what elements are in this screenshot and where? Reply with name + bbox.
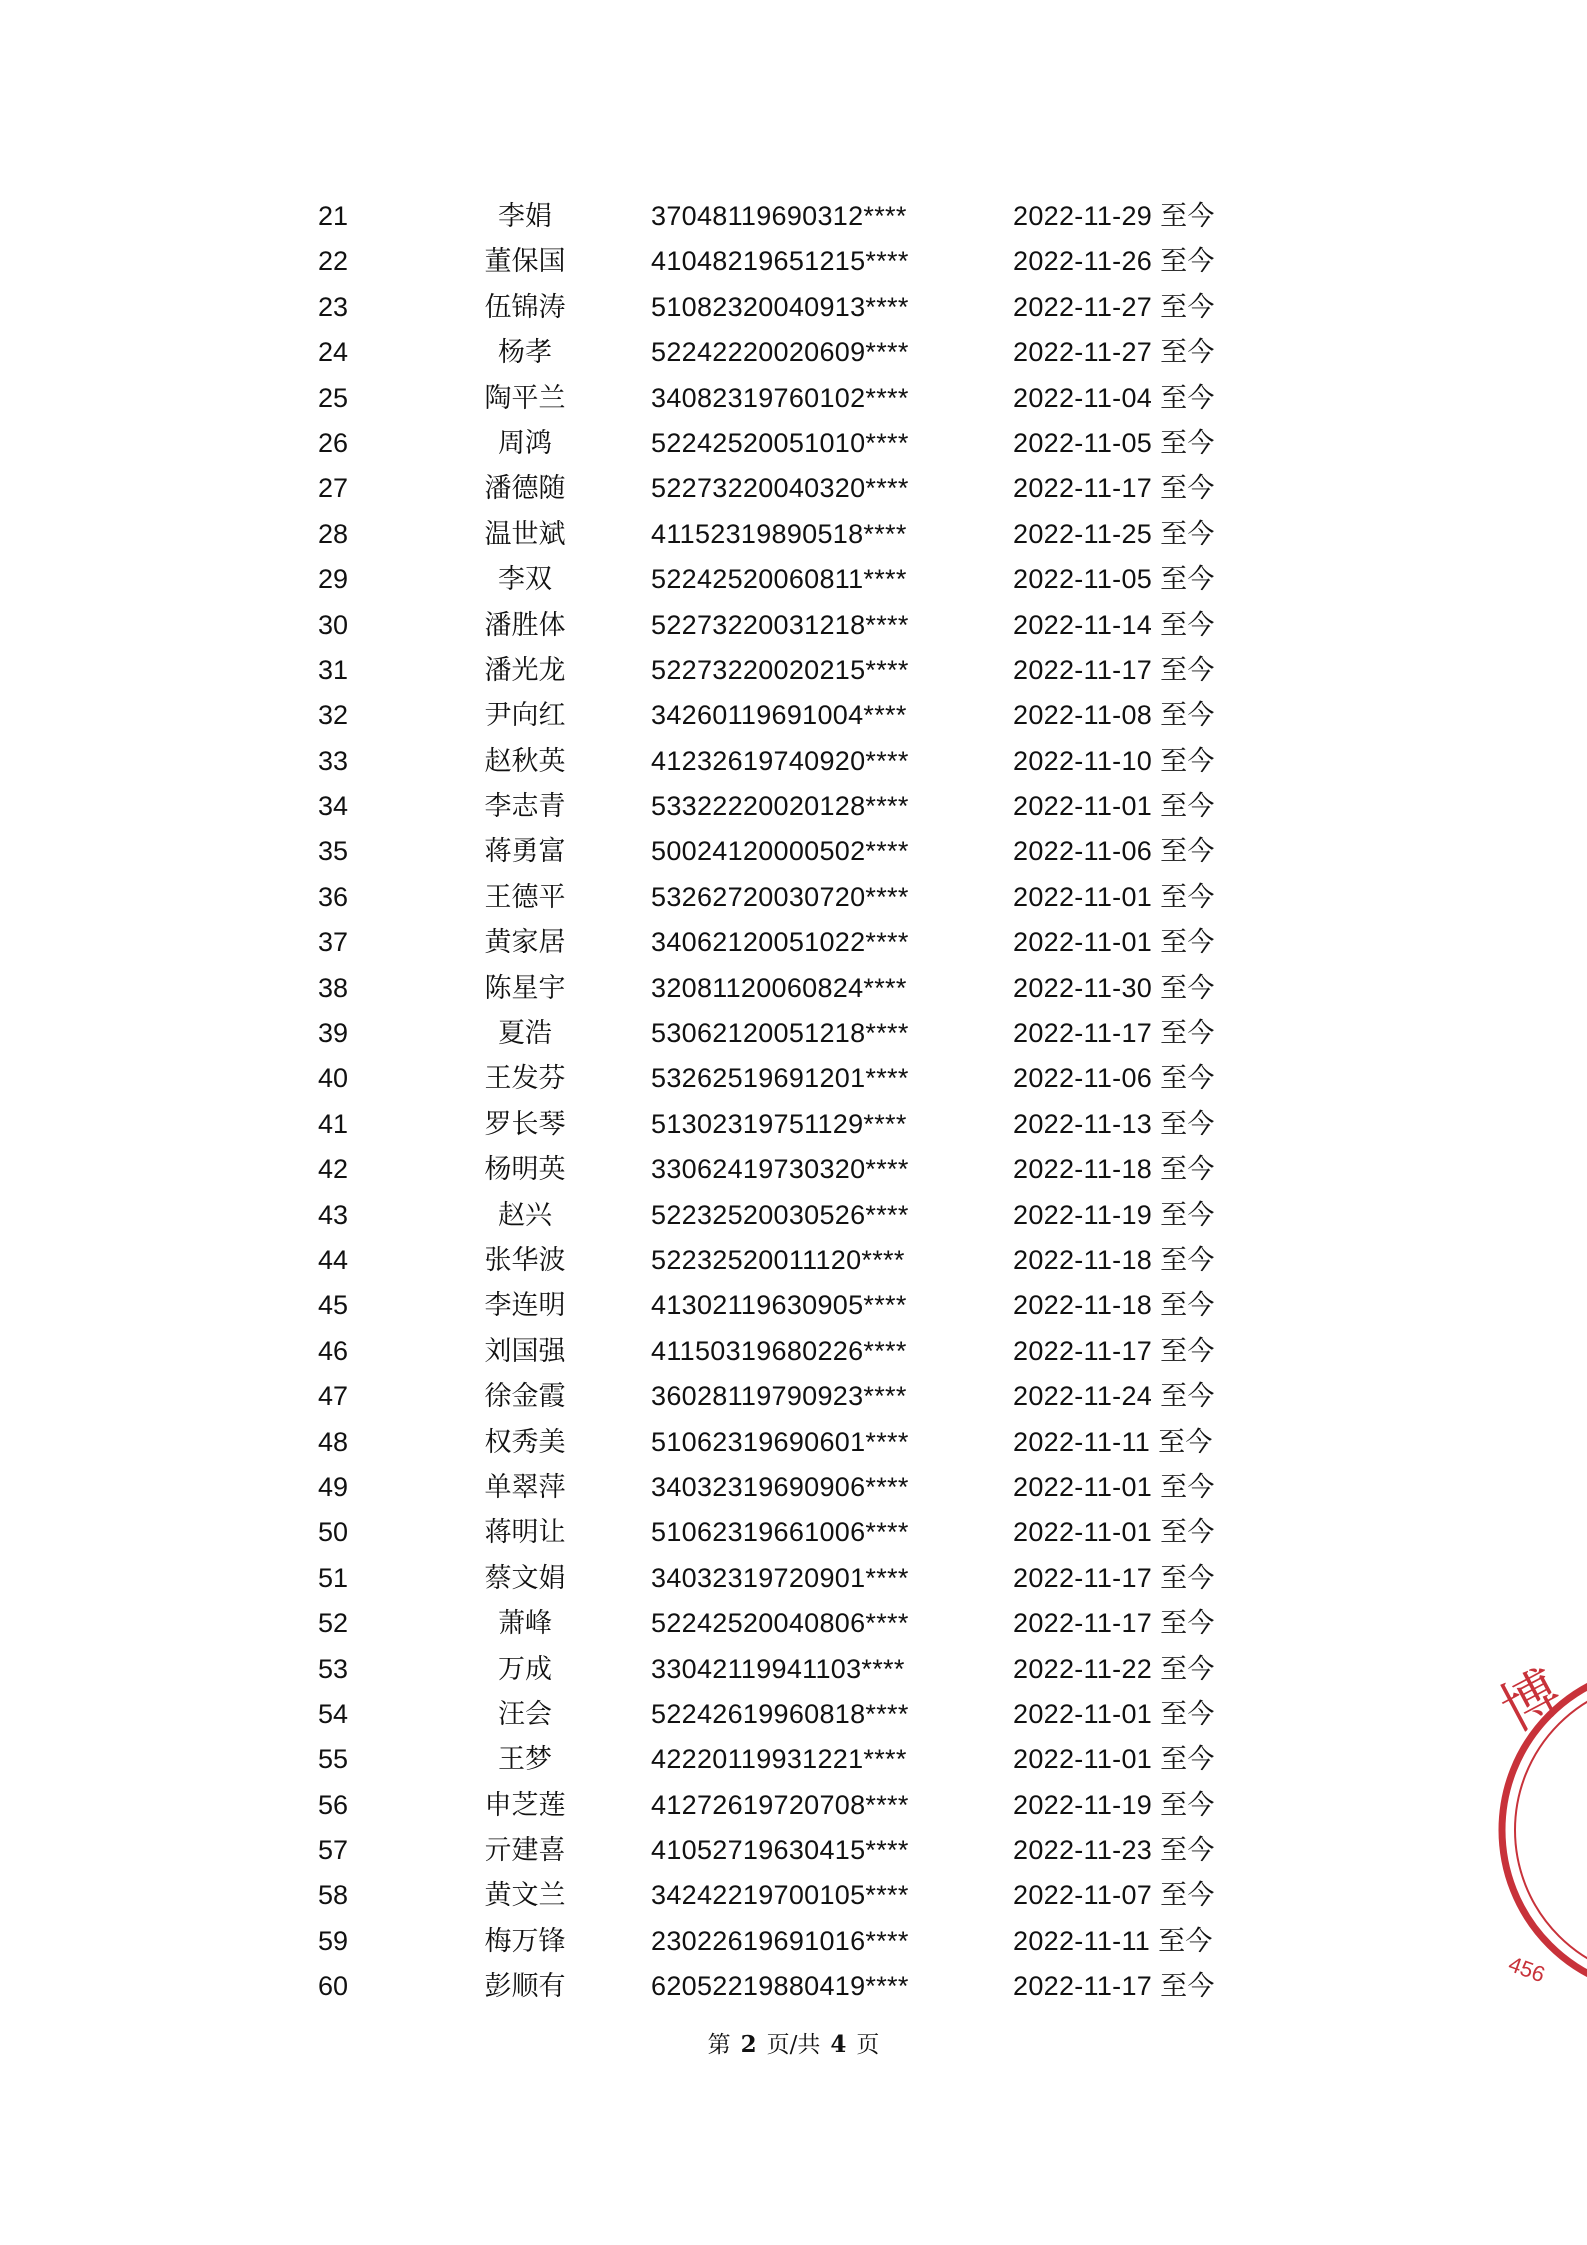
until-now-label: 至今 <box>1160 1789 1215 1821</box>
start-date: 2022-11-30 <box>1013 972 1153 1003</box>
person-name: 蒋勇富 <box>484 836 566 868</box>
row-number: 60 <box>318 1971 349 2002</box>
id-number: 34032319690906**** <box>651 1471 909 1502</box>
row-number: 42 <box>318 1154 349 1185</box>
row-number: 32 <box>318 700 349 731</box>
table-row <box>0 330 1587 375</box>
person-name: 潘光龙 <box>484 654 566 686</box>
until-now-label: 至今 <box>1160 1381 1215 1413</box>
id-number: 34242219700105**** <box>651 1880 909 1911</box>
table-row <box>0 1919 1587 1964</box>
seal-graphic <box>1489 1640 1587 2020</box>
person-name: 徐金霞 <box>484 1381 566 1413</box>
until-now-label: 至今 <box>1160 201 1215 232</box>
id-number: 33062419730320**** <box>651 1154 909 1185</box>
start-date: 2022-11-01 <box>1013 881 1153 912</box>
start-date: 2022-11-11 <box>1013 1925 1151 1956</box>
row-number: 39 <box>318 1018 349 1049</box>
table-row <box>0 1283 1587 1328</box>
id-number: 52242520060811**** <box>651 564 907 595</box>
row-number: 59 <box>318 1925 349 1956</box>
row-number: 58 <box>318 1880 349 1911</box>
id-number: 41052719630415**** <box>651 1835 909 1866</box>
person-name: 夏浩 <box>498 1018 552 1050</box>
start-date: 2022-11-27 <box>1013 337 1153 368</box>
employment-period <box>1013 784 1215 829</box>
until-now-label: 至今 <box>1158 1925 1213 1957</box>
person-name: 蔡文娟 <box>484 1562 566 1594</box>
until-now-label: 至今 <box>1160 473 1215 505</box>
employment-period <box>1013 376 1215 421</box>
until-now-label: 至今 <box>1160 700 1215 732</box>
row-number: 40 <box>318 1063 349 1094</box>
employment-period <box>1013 1873 1215 1918</box>
employment-period <box>1013 693 1215 738</box>
table-row <box>0 1238 1587 1283</box>
row-number: 38 <box>318 972 349 1003</box>
row-number: 30 <box>318 609 349 640</box>
person-name: 陶平兰 <box>484 382 566 414</box>
person-name: 尹向红 <box>484 700 566 732</box>
until-now-label: 至今 <box>1160 972 1215 1004</box>
row-number: 53 <box>318 1653 349 1684</box>
id-number: 23022619691016**** <box>651 1925 909 1956</box>
person-name: 杨孝 <box>498 337 552 369</box>
id-number: 52242520040806**** <box>651 1608 909 1639</box>
start-date: 2022-11-11 <box>1013 1426 1151 1457</box>
id-number: 42220119931221**** <box>651 1744 907 1775</box>
id-number: 52242619960818**** <box>651 1698 909 1729</box>
id-number: 41232619740920**** <box>651 745 909 776</box>
row-number: 47 <box>318 1381 349 1412</box>
start-date: 2022-11-08 <box>1013 700 1153 731</box>
table-row <box>0 829 1587 874</box>
until-now-label: 至今 <box>1160 1244 1215 1276</box>
until-now-label: 至今 <box>1160 1698 1215 1730</box>
row-number: 34 <box>318 791 349 822</box>
row-number: 43 <box>318 1199 349 1230</box>
person-name: 权秀美 <box>484 1426 566 1458</box>
table-row <box>0 239 1587 284</box>
employment-period <box>1013 1056 1215 1101</box>
row-number: 48 <box>318 1426 349 1457</box>
id-number: 52273220031218**** <box>651 609 909 640</box>
employment-period <box>1013 829 1215 874</box>
until-now-label: 至今 <box>1160 881 1215 913</box>
table-row <box>0 421 1587 466</box>
person-name: 单翠萍 <box>484 1471 566 1503</box>
table-row <box>0 1056 1587 1101</box>
employment-period <box>1013 1329 1215 1374</box>
id-number: 53262519691201**** <box>651 1063 909 1094</box>
table-row <box>0 603 1587 648</box>
employment-period <box>1013 1828 1215 1873</box>
employment-period <box>1013 1647 1215 1692</box>
row-number: 56 <box>318 1789 349 1820</box>
person-name: 李娟 <box>498 201 552 232</box>
id-number: 51082320040913**** <box>651 291 909 322</box>
until-now-label: 至今 <box>1160 791 1215 823</box>
table-row <box>0 875 1587 920</box>
person-name: 万成 <box>498 1653 552 1685</box>
table-row <box>0 512 1587 557</box>
official-seal-stamp <box>1489 1640 1587 2020</box>
employment-period <box>1013 1193 1215 1238</box>
person-name: 蒋明让 <box>484 1517 566 1549</box>
row-number: 26 <box>318 427 349 458</box>
table-row <box>0 1737 1587 1782</box>
start-date: 2022-11-06 <box>1013 1063 1153 1094</box>
until-now-label: 至今 <box>1160 337 1215 369</box>
start-date: 2022-11-17 <box>1013 1335 1153 1366</box>
until-now-label: 至今 <box>1160 1063 1215 1095</box>
start-date: 2022-11-01 <box>1013 791 1153 822</box>
table-row <box>0 466 1587 511</box>
start-date: 2022-11-01 <box>1013 927 1153 958</box>
footer-current-page: 2 <box>740 2031 757 2058</box>
table-row <box>0 1601 1587 1646</box>
table-row <box>0 1193 1587 1238</box>
id-number: 33042119941103**** <box>651 1653 905 1684</box>
id-number: 34260119691004**** <box>651 700 907 731</box>
id-number: 50024120000502**** <box>651 836 909 867</box>
until-now-label: 至今 <box>1160 927 1215 959</box>
employment-period <box>1013 1420 1213 1465</box>
employment-period <box>1013 285 1215 330</box>
person-name: 梅万锋 <box>484 1925 566 1957</box>
employment-period <box>1013 1783 1215 1828</box>
table-row <box>0 1465 1587 1510</box>
employment-period <box>1013 557 1215 602</box>
until-now-label: 至今 <box>1160 745 1215 777</box>
table-row <box>0 194 1587 239</box>
employment-period <box>1013 1465 1215 1510</box>
start-date: 2022-11-01 <box>1013 1698 1153 1729</box>
person-name: 亓建喜 <box>484 1835 566 1867</box>
start-date: 2022-11-13 <box>1013 1108 1153 1139</box>
person-name: 李连明 <box>484 1290 566 1322</box>
row-number: 35 <box>318 836 349 867</box>
table-row <box>0 1783 1587 1828</box>
start-date: 2022-11-10 <box>1013 745 1153 776</box>
until-now-label: 至今 <box>1160 1335 1215 1367</box>
until-now-label: 至今 <box>1160 246 1215 278</box>
row-number: 27 <box>318 473 349 504</box>
table-row <box>0 376 1587 421</box>
footer-prefix: 第 <box>707 2032 731 2058</box>
until-now-label: 至今 <box>1160 1154 1215 1186</box>
table-row <box>0 966 1587 1011</box>
row-number: 24 <box>318 337 349 368</box>
employment-period <box>1013 1964 1215 2009</box>
start-date: 2022-11-19 <box>1013 1789 1153 1820</box>
until-now-label: 至今 <box>1160 382 1215 414</box>
row-number: 41 <box>318 1108 349 1139</box>
footer-suffix: 页 <box>856 2032 880 2058</box>
seal-number: 456 <box>1505 1951 1549 1988</box>
employment-period <box>1013 421 1215 466</box>
until-now-label: 至今 <box>1160 291 1215 323</box>
person-name: 王梦 <box>498 1744 552 1776</box>
row-number: 52 <box>318 1608 349 1639</box>
row-number: 29 <box>318 564 349 595</box>
person-name: 萧峰 <box>498 1608 552 1640</box>
person-name: 王德平 <box>484 881 566 913</box>
person-name: 黄家居 <box>484 927 566 959</box>
start-date: 2022-11-18 <box>1013 1290 1153 1321</box>
start-date: 2022-11-07 <box>1013 1880 1153 1911</box>
employment-period <box>1013 194 1215 239</box>
until-now-label: 至今 <box>1160 1471 1215 1503</box>
until-now-label: 至今 <box>1160 1290 1215 1322</box>
table-row <box>0 1374 1587 1419</box>
start-date: 2022-11-01 <box>1013 1471 1153 1502</box>
table-row <box>0 557 1587 602</box>
id-number: 53322220020128**** <box>651 791 909 822</box>
until-now-label: 至今 <box>1160 836 1215 868</box>
person-name: 王发芬 <box>484 1063 566 1095</box>
start-date: 2022-11-17 <box>1013 1971 1153 2002</box>
id-number: 41152319890518**** <box>651 518 907 549</box>
person-name: 赵兴 <box>498 1199 552 1231</box>
until-now-label: 至今 <box>1160 518 1215 550</box>
row-number: 25 <box>318 382 349 413</box>
employment-period <box>1013 875 1215 920</box>
employment-period <box>1013 330 1215 375</box>
employment-period <box>1013 920 1215 965</box>
table-row <box>0 1964 1587 2009</box>
employment-period <box>1013 1692 1215 1737</box>
employment-period <box>1013 512 1215 557</box>
start-date: 2022-11-27 <box>1013 291 1153 322</box>
table-row <box>0 1102 1587 1147</box>
table-row <box>0 1329 1587 1374</box>
employment-period <box>1013 1011 1215 1056</box>
id-number: 53262720030720**** <box>651 881 909 912</box>
start-date: 2022-11-17 <box>1013 654 1153 685</box>
row-number: 54 <box>318 1698 349 1729</box>
row-number: 55 <box>318 1744 349 1775</box>
start-date: 2022-11-24 <box>1013 1381 1153 1412</box>
employment-period <box>1013 1556 1215 1601</box>
employment-period <box>1013 1102 1215 1147</box>
person-name: 杨明英 <box>484 1154 566 1186</box>
until-now-label: 至今 <box>1160 1971 1215 2003</box>
employment-period <box>1013 1374 1215 1419</box>
id-number: 41272619720708**** <box>651 1789 909 1820</box>
person-name: 黄文兰 <box>484 1880 566 1912</box>
until-now-label: 至今 <box>1160 1562 1215 1594</box>
person-name: 李双 <box>498 564 552 596</box>
person-name: 张华波 <box>484 1244 566 1276</box>
table-row <box>0 1828 1587 1873</box>
until-now-label: 至今 <box>1160 1653 1215 1685</box>
start-date: 2022-11-17 <box>1013 1018 1153 1049</box>
personnel-table <box>0 194 1587 2010</box>
employment-period <box>1013 1601 1215 1646</box>
employment-period <box>1013 1147 1215 1192</box>
table-row <box>0 1692 1587 1737</box>
row-number: 49 <box>318 1471 349 1502</box>
table-row <box>0 285 1587 330</box>
table-row <box>0 1556 1587 1601</box>
start-date: 2022-11-17 <box>1013 1608 1153 1639</box>
id-number: 53062120051218**** <box>651 1018 909 1049</box>
row-number: 44 <box>318 1244 349 1275</box>
start-date: 2022-11-18 <box>1013 1154 1153 1185</box>
row-number: 51 <box>318 1562 349 1593</box>
id-number: 36028119790923**** <box>651 1381 907 1412</box>
until-now-label: 至今 <box>1160 1018 1215 1050</box>
footer-middle: 页/共 <box>766 2032 821 2058</box>
row-number: 57 <box>318 1835 349 1866</box>
start-date: 2022-11-29 <box>1013 201 1153 231</box>
until-now-label: 至今 <box>1160 1835 1215 1867</box>
start-date: 2022-11-23 <box>1013 1835 1153 1866</box>
table-row <box>0 739 1587 784</box>
employment-period <box>1013 1510 1215 1555</box>
id-number: 41302119630905**** <box>651 1290 907 1321</box>
until-now-label: 至今 <box>1160 1880 1215 1912</box>
id-number: 37048119690312**** <box>651 201 907 231</box>
id-number: 34062120051022**** <box>651 927 909 958</box>
start-date: 2022-11-18 <box>1013 1244 1153 1275</box>
start-date: 2022-11-05 <box>1013 564 1153 595</box>
until-now-label: 至今 <box>1158 1426 1213 1458</box>
person-name: 彭顺有 <box>484 1971 566 2003</box>
seal-character: 博 <box>1489 1657 1573 1745</box>
row-number: 46 <box>318 1335 349 1366</box>
until-now-label: 至今 <box>1160 1608 1215 1640</box>
employment-period <box>1013 1283 1215 1328</box>
table-row <box>0 648 1587 693</box>
until-now-label: 至今 <box>1160 609 1215 641</box>
start-date: 2022-11-01 <box>1013 1744 1153 1775</box>
person-name: 伍锦涛 <box>484 291 566 323</box>
person-name: 刘国强 <box>484 1335 566 1367</box>
until-now-label: 至今 <box>1160 1108 1215 1140</box>
id-number: 52242520051010**** <box>651 427 909 458</box>
person-name: 温世斌 <box>484 518 566 550</box>
id-number: 51302319751129**** <box>651 1108 907 1139</box>
id-number: 52273220020215**** <box>651 654 909 685</box>
table-row <box>0 784 1587 829</box>
table-row <box>0 1147 1587 1192</box>
until-now-label: 至今 <box>1160 1199 1215 1231</box>
id-number: 34082319760102**** <box>651 382 909 413</box>
start-date: 2022-11-19 <box>1013 1199 1153 1230</box>
id-number: 41150319680226**** <box>651 1335 907 1366</box>
id-number: 52232520030526**** <box>651 1199 909 1230</box>
start-date: 2022-11-14 <box>1013 609 1153 640</box>
employment-period <box>1013 1737 1215 1782</box>
person-name: 周鸿 <box>498 427 552 459</box>
person-name: 董保国 <box>484 246 566 278</box>
person-name: 潘胜体 <box>484 609 566 641</box>
employment-period <box>1013 239 1215 284</box>
start-date: 2022-11-17 <box>1013 473 1153 504</box>
row-number: 31 <box>318 654 349 685</box>
id-number: 52232520011120**** <box>651 1244 905 1275</box>
start-date: 2022-11-25 <box>1013 518 1153 549</box>
row-number: 45 <box>318 1290 349 1321</box>
table-row <box>0 920 1587 965</box>
id-number: 51062319661006**** <box>651 1517 909 1548</box>
table-row <box>0 1420 1587 1465</box>
row-number: 28 <box>318 518 349 549</box>
row-number: 21 <box>318 201 349 231</box>
start-date: 2022-11-17 <box>1013 1562 1153 1593</box>
employment-period <box>1013 466 1215 511</box>
person-name: 陈星宇 <box>484 972 566 1004</box>
id-number: 52273220040320**** <box>651 473 909 504</box>
until-now-label: 至今 <box>1160 1744 1215 1776</box>
start-date: 2022-11-01 <box>1013 1517 1153 1548</box>
until-now-label: 至今 <box>1160 427 1215 459</box>
page-footer <box>0 2026 1587 2059</box>
row-number: 23 <box>318 291 349 322</box>
id-number: 62052219880419**** <box>651 1971 909 2002</box>
id-number: 34032319720901**** <box>651 1562 909 1593</box>
start-date: 2022-11-05 <box>1013 427 1153 458</box>
id-number: 41048219651215**** <box>651 246 909 277</box>
row-number: 36 <box>318 881 349 912</box>
person-name: 潘德随 <box>484 473 566 505</box>
person-name: 申芝莲 <box>484 1789 566 1821</box>
person-name: 汪会 <box>498 1698 552 1730</box>
employment-period <box>1013 1238 1215 1283</box>
footer-total-pages: 4 <box>830 2031 847 2058</box>
employment-period <box>1013 1919 1213 1964</box>
table-row <box>0 693 1587 738</box>
start-date: 2022-11-26 <box>1013 246 1153 277</box>
person-name: 李志青 <box>484 791 566 823</box>
until-now-label: 至今 <box>1160 1517 1215 1549</box>
row-number: 50 <box>318 1517 349 1548</box>
until-now-label: 至今 <box>1160 564 1215 596</box>
table-row <box>0 1011 1587 1056</box>
row-number: 37 <box>318 927 349 958</box>
employment-period <box>1013 739 1215 784</box>
id-number: 32081120060824**** <box>651 972 907 1003</box>
employment-period <box>1013 648 1215 693</box>
start-date: 2022-11-06 <box>1013 836 1153 867</box>
table-row <box>0 1510 1587 1555</box>
row-number: 22 <box>318 246 349 277</box>
table-row <box>0 1647 1587 1692</box>
start-date: 2022-11-22 <box>1013 1653 1153 1684</box>
id-number: 52242220020609**** <box>651 337 909 368</box>
row-number: 33 <box>318 745 349 776</box>
employment-period <box>1013 603 1215 648</box>
until-now-label: 至今 <box>1160 654 1215 686</box>
start-date: 2022-11-04 <box>1013 382 1153 413</box>
person-name: 罗长琴 <box>484 1108 566 1140</box>
table-row <box>0 1873 1587 1918</box>
employment-period <box>1013 966 1215 1011</box>
id-number: 51062319690601**** <box>651 1426 909 1457</box>
person-name: 赵秋英 <box>484 745 566 777</box>
